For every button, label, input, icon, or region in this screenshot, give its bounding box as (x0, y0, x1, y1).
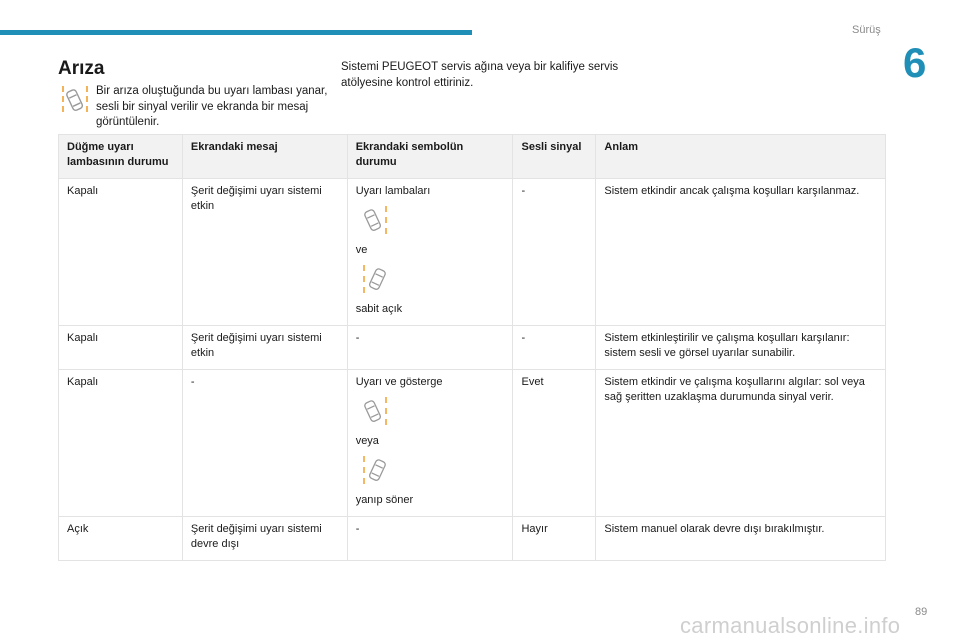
lane-change-warning-icon (58, 84, 92, 116)
symbol-text: veya (355, 435, 379, 447)
cell-button-state: Açık (59, 517, 183, 561)
cell-message: Şerit değişimi uyarı sistemi devre dışı (182, 517, 347, 561)
lane-change-warning-icon (360, 454, 390, 488)
cell-sound: - (513, 326, 596, 370)
watermark: carmanualsonline.info (680, 613, 901, 638)
section-title: Sürüş (852, 24, 881, 36)
cell-sound: Evet (513, 370, 596, 517)
col-header-symbol-state: Ekrandaki sembolün durumu (347, 135, 513, 179)
cell-message: - (182, 370, 347, 517)
table-row (59, 179, 886, 326)
cell-button-state: Kapalı (59, 370, 183, 517)
intro-paragraph-right: Sistemi PEUGEOT servis ağına veya bir kalifiye servis atölyesine kontrol ettiriniz. (341, 61, 619, 89)
col-header-meaning: Anlam (596, 135, 886, 179)
intro-left-text: Bir arıza oluştuğunda bu uyarı lambası yanar, sesli bir sinyal verilir ve ekranda bir mesaj görüntülenir. (96, 85, 328, 128)
cell-symbol: - (347, 517, 513, 561)
col-header-message: Ekrandaki mesaj (182, 135, 347, 179)
cell-message: Şerit değişimi uyarı sistemi etkin (182, 179, 347, 326)
cell-meaning: Sistem etkindir ancak çalışma koşulları karşılanmaz. (596, 179, 886, 326)
cell-symbol (347, 179, 513, 326)
intro-paragraph-left (58, 84, 328, 131)
cell-meaning: Sistem manuel olarak devre dışı bırakılmıştır. (596, 517, 886, 561)
lane-change-warning-icon (360, 204, 390, 238)
lane-change-warning-icon (360, 263, 390, 297)
symbol-text: sabit açık (355, 303, 403, 315)
cell-symbol (347, 370, 513, 517)
cell-button-state: Kapalı (59, 326, 183, 370)
cell-meaning: Sistem etkindir ve çalışma koşullarını algılar: sol veya sağ şeritten uzaklaşma durumunda sinyal verir. (596, 370, 886, 517)
chapter-number: 6 (903, 39, 927, 86)
cell-symbol: - (347, 326, 513, 370)
table-row (59, 326, 886, 370)
page-number: 89 (915, 606, 928, 618)
symbol-text: Uyarı ve gösterge (355, 376, 443, 388)
cell-message: Şerit değişimi uyarı sistemi etkin (182, 326, 347, 370)
col-header-button-state: Düğme uyarı lambasının durumu (59, 135, 183, 179)
table-header-row (59, 135, 886, 179)
table-row (59, 370, 886, 517)
symbol-text: ve (355, 244, 368, 256)
symbol-text: yanıp söner (355, 494, 414, 506)
top-accent-bar (0, 30, 472, 35)
symbol-text: Uyarı lambaları (355, 185, 431, 197)
status-table (58, 134, 886, 561)
page-heading: Arıza (58, 58, 105, 79)
cell-button-state: Kapalı (59, 179, 183, 326)
cell-sound: Hayır (513, 517, 596, 561)
table-row (59, 517, 886, 561)
cell-meaning: Sistem etkinleştirilir ve çalışma koşulları karşılanır: sistem sesli ve görsel uyarılar sunabilir. (596, 326, 886, 370)
col-header-sound: Sesli sinyal (513, 135, 596, 179)
lane-change-warning-icon (360, 395, 390, 429)
cell-sound: - (513, 179, 596, 326)
